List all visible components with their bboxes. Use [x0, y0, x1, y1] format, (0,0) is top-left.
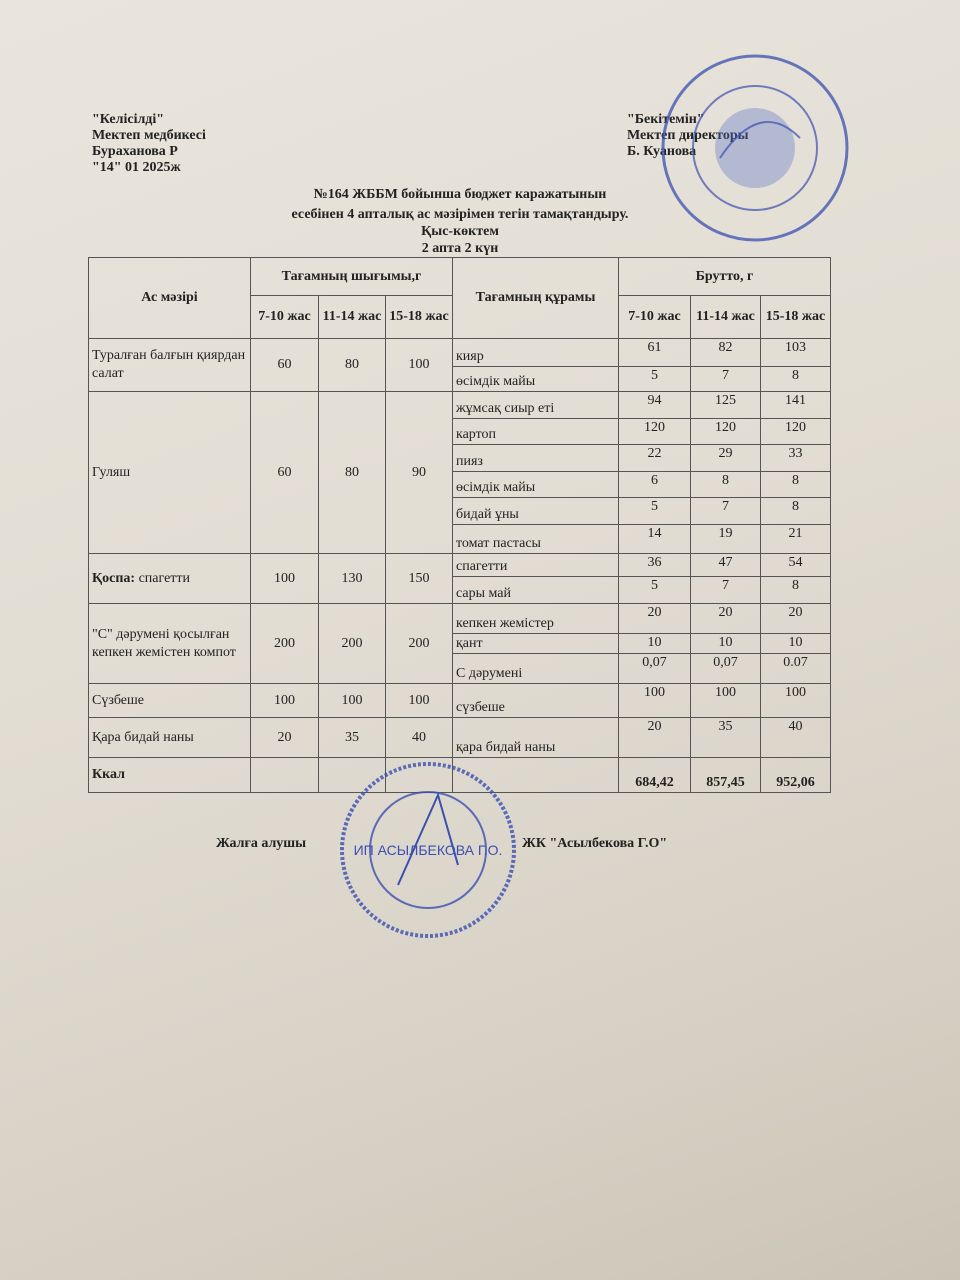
table-row — [89, 339, 831, 367]
brutto-value: 10 — [619, 634, 691, 654]
ingredient-name: томат пастасы — [453, 525, 619, 554]
header-age: 11-14 жас — [691, 296, 761, 339]
dish-yield: 200 — [251, 604, 319, 684]
dish-yield: 100 — [386, 684, 453, 718]
brutto-value: 100 — [761, 684, 831, 718]
dish-yield: 60 — [251, 339, 319, 392]
dish-name: "С" дәрумені қосылған кепкен жемістен компот — [89, 604, 251, 684]
brutto-value: 14 — [619, 525, 691, 554]
brutto-value: 54 — [761, 554, 831, 577]
dish-yield: 80 — [319, 339, 386, 392]
header-age: 7-10 жас — [619, 296, 691, 339]
brutto-value: 0,07 — [691, 654, 761, 684]
brutto-value: 19 — [691, 525, 761, 554]
dish-yield: 100 — [319, 684, 386, 718]
brutto-value: 94 — [619, 392, 691, 419]
kcal-label: Ккал — [89, 758, 251, 793]
brutto-value: 10 — [761, 634, 831, 654]
tenant-name: ЖК "Асылбекова Г.О" — [522, 836, 668, 851]
dish-yield: 60 — [251, 392, 319, 554]
brutto-value: 6 — [619, 472, 691, 498]
tenant-label: Жалға алушы — [216, 836, 307, 851]
brutto-value: 120 — [761, 419, 831, 445]
dish-yield: 35 — [319, 718, 386, 758]
ingredient-name: қара бидай наны — [453, 718, 619, 758]
brutto-value: 100 — [619, 684, 691, 718]
brutto-value: 8 — [691, 472, 761, 498]
brutto-value: 7 — [691, 498, 761, 525]
ingredient-name: спагетти — [453, 554, 619, 577]
table-row — [89, 718, 831, 758]
brutto-value: 100 — [691, 684, 761, 718]
header-age: 11-14 жас — [319, 296, 386, 339]
ingredient-name: кепкен жемістер — [453, 604, 619, 634]
brutto-value: 21 — [761, 525, 831, 554]
title-line-2: есебінен 4 апталық ас мәзірімен тегін тамақтандыру. — [291, 207, 629, 222]
nurse-label: Мектеп медбикесі — [92, 128, 206, 143]
dish-yield: 80 — [319, 392, 386, 554]
dish-yield: 100 — [251, 554, 319, 604]
brutto-value: 47 — [691, 554, 761, 577]
dish-prefix: Қоспа: — [92, 570, 139, 586]
header-age: 7-10 жас — [251, 296, 319, 339]
table-row — [89, 392, 831, 419]
brutto-value: 120 — [691, 419, 761, 445]
dish-name: Қоспа: спагетти — [89, 554, 251, 604]
season: Қыс-көктем — [421, 224, 499, 239]
dish-yield: 100 — [251, 684, 319, 718]
table-row — [89, 604, 831, 634]
kcal-value: 684,42 — [619, 758, 691, 793]
header-age: 15-18 жас — [761, 296, 831, 339]
ingredient-name: өсімдік майы — [453, 472, 619, 498]
dish-yield: 150 — [386, 554, 453, 604]
dish-yield: 90 — [386, 392, 453, 554]
svg-text:ИП АСЫЛБЕКОВА Г.О.: ИП АСЫЛБЕКОВА Г.О. — [353, 842, 503, 858]
ingredient-name: сары май — [453, 577, 619, 604]
brutto-value: 20 — [619, 604, 691, 634]
approval-left — [92, 112, 206, 176]
brutto-value: 82 — [691, 339, 761, 367]
kcal-value: 857,45 — [691, 758, 761, 793]
brutto-value: 8 — [761, 472, 831, 498]
brutto-value: 61 — [619, 339, 691, 367]
brutto-value: 141 — [761, 392, 831, 419]
brutto-value: 8 — [761, 367, 831, 392]
approved-label: "Бекітемін" — [627, 112, 705, 127]
brutto-value: 40 — [761, 718, 831, 758]
ingredient-name: жұмсақ сиыр еті — [453, 392, 619, 419]
brutto-value: 36 — [619, 554, 691, 577]
brutto-value: 5 — [619, 498, 691, 525]
menu-table — [88, 257, 831, 793]
ingredient-name: С дәрумені — [453, 654, 619, 684]
brutto-value: 125 — [691, 392, 761, 419]
dish-name: Гуляш — [89, 392, 251, 554]
brutto-value: 5 — [619, 577, 691, 604]
brutto-value: 120 — [619, 419, 691, 445]
dish-yield: 40 — [386, 718, 453, 758]
school-stamp — [650, 48, 860, 248]
agreed-label: "Келісілді" — [92, 112, 165, 127]
ingredient-name: сүзбеше — [453, 684, 619, 718]
header-age: 15-18 жас — [386, 296, 453, 339]
ingredient-name: картоп — [453, 419, 619, 445]
ingredient-name: өсімдік майы — [453, 367, 619, 392]
ingredient-name: пияз — [453, 445, 619, 472]
header-composition: Тағамның құрамы — [453, 258, 619, 339]
brutto-value: 8 — [761, 577, 831, 604]
header-menu: Ас мәзірі — [89, 258, 251, 339]
brutto-value: 20 — [691, 604, 761, 634]
brutto-value: 35 — [691, 718, 761, 758]
table-row — [89, 684, 831, 718]
dish-name: Сүзбеше — [89, 684, 251, 718]
brutto-value: 29 — [691, 445, 761, 472]
header-yield: Тағамның шығымы,г — [251, 258, 453, 296]
dish-name: Туралған балғын қиярдан салат — [89, 339, 251, 392]
ingredient-name: бидай ұны — [453, 498, 619, 525]
brutto-value: 5 — [619, 367, 691, 392]
brutto-value: 8 — [761, 498, 831, 525]
ingredient-name: қант — [453, 634, 619, 654]
approval-date: "14" 01 2025ж — [92, 160, 181, 175]
dish-yield: 20 — [251, 718, 319, 758]
table-row — [89, 554, 831, 577]
brutto-value: 7 — [691, 577, 761, 604]
brutto-value: 10 — [691, 634, 761, 654]
title-line-1: №164 ЖББМ бойынша бюджет каражатынын — [313, 187, 607, 202]
ingredient-name: кияр — [453, 339, 619, 367]
empty-cell — [251, 758, 319, 793]
header-brutto: Брутто, г — [619, 258, 831, 296]
brutto-value: 33 — [761, 445, 831, 472]
ip-stamp — [338, 755, 518, 945]
director-label: Мектеп директоры — [627, 128, 749, 143]
nurse-name: Бураханова Р — [92, 144, 178, 159]
week-day: 2 апта 2 күн — [421, 241, 499, 256]
director-name: Б. Куанова — [627, 144, 697, 159]
dish-yield: 130 — [319, 554, 386, 604]
brutto-value: 103 — [761, 339, 831, 367]
dish-yield: 200 — [386, 604, 453, 684]
brutto-value: 20 — [619, 718, 691, 758]
brutto-value: 20 — [761, 604, 831, 634]
brutto-value: 7 — [691, 367, 761, 392]
brutto-value: 0,07 — [619, 654, 691, 684]
brutto-value: 0.07 — [761, 654, 831, 684]
kcal-value: 952,06 — [761, 758, 831, 793]
dish-yield: 100 — [386, 339, 453, 392]
brutto-value: 22 — [619, 445, 691, 472]
dish-name: Қара бидай наны — [89, 718, 251, 758]
dish-yield: 200 — [319, 604, 386, 684]
